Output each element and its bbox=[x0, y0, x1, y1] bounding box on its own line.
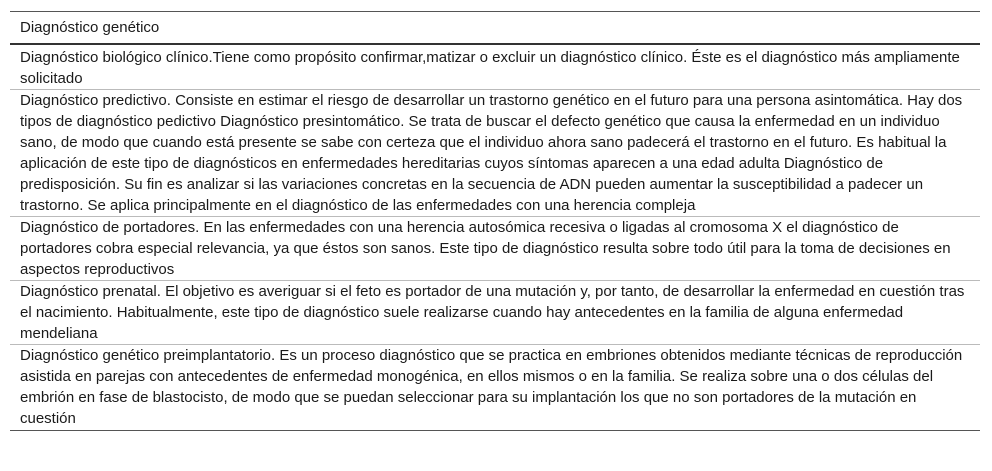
table-row-prenatal: Diagnóstico prenatal. El objetivo es averiguar si el feto es portador de una mutación y, por tanto, de desarrollar la enfermedad en cuestión tras el nacimiento. Habitualmente, este tipo de diagnóstico suele realizarse cuando hay antecedentes en la familia de alguna enfermedad mendeliana bbox=[10, 281, 980, 345]
diagnosis-table bbox=[10, 11, 980, 431]
table-header: Diagnóstico genético bbox=[10, 12, 980, 45]
table-row-predictive: Diagnóstico predictivo. Consiste en estimar el riesgo de desarrollar un trastorno genético en el futuro para una persona asintomática. Hay dos tipos de diagnóstico pedictivo Diagnóstico presintomático. Se trata de buscar el defecto genético que causa la enfermedad en un individuo sano, de modo que cuando está presente se sabe con certeza que el individuo ahora sano padecerá el trastorno en el futuro. Es habitual la aplicación de este tipo de diagnósticos en enfermedades hereditarias cuyos síntomas aparecen a una edad adulta Diagnóstico de predisposición. Su fin es analizar si las variaciones concretas en la secuencia de ADN pueden aumentar la susceptibilidad a padecer un trastorno. Se aplica principalmente en el diagnóstico de las enfermedades con una herencia compleja bbox=[10, 90, 980, 217]
table-row-preimplantation: Diagnóstico genético preimplantatorio. Es un proceso diagnóstico que se practica en embriones obtenidos mediante técnicas de reproducción asistida en parejas con antecedentes de enfermedad monogénica, en ellos mismos o en la familia. Se realiza sobre una o dos células del embrión en fase de blastocisto, de modo que se puedan seleccionar para su implantación los que no son portadores de la mutación en cuestión bbox=[20, 347, 963, 427]
table-row-biological-clinical: Diagnóstico biológico clínico.Tiene como propósito confirmar,matizar o excluir un diagnóstico clínico. Éste es el diagnóstico más ampliamente solicitado bbox=[10, 47, 980, 90]
table-body bbox=[10, 45, 980, 430]
table-row-carriers: Diagnóstico de portadores. En las enfermedades con una herencia autosómica recesiva o ligadas al cromosoma X el diagnóstico de portadores cobra especial relevancia, ya que éstos son sanos. Este tipo de diagnóstico resulta sobre todo útil para la toma de decisiones en aspectos reproductivos bbox=[10, 217, 980, 281]
